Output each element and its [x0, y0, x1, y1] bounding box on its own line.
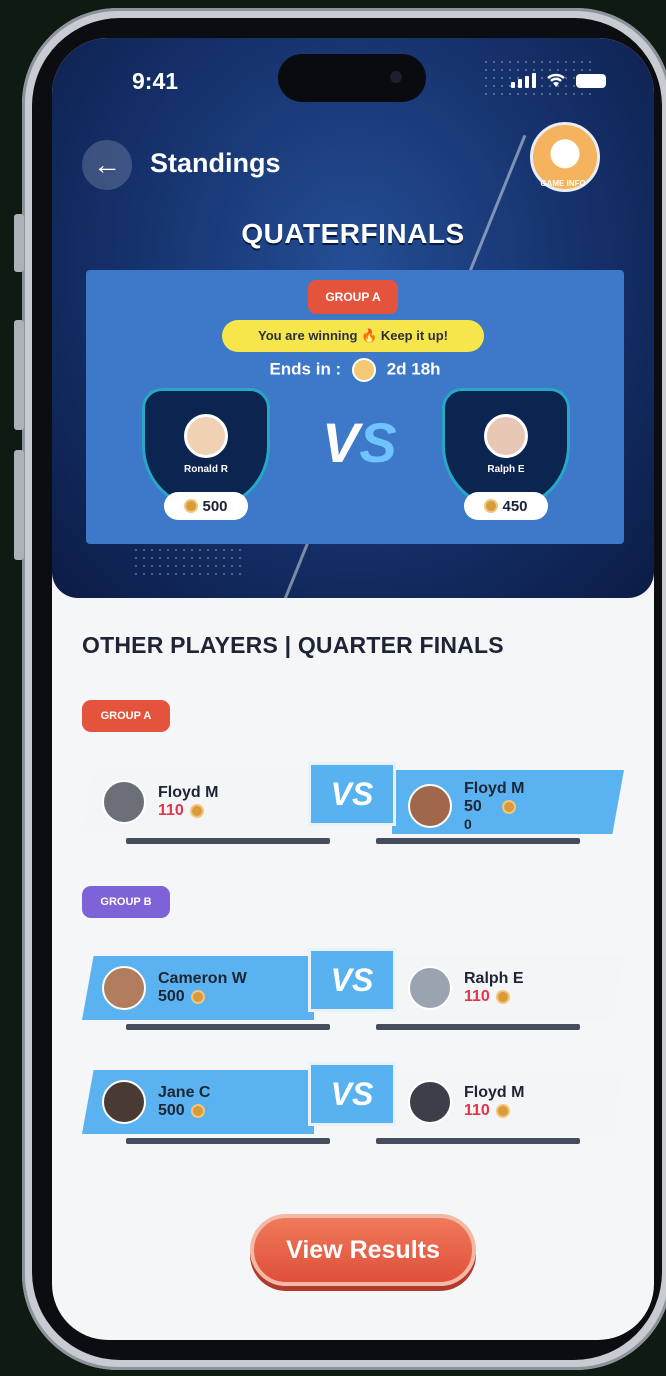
ends-in-label: Ends in :	[269, 359, 342, 379]
battery-icon	[576, 74, 606, 88]
score-value: 50	[464, 798, 482, 815]
avatar	[184, 414, 228, 458]
ends-in-value: 2d 18h	[386, 359, 441, 379]
player1-score-badge	[164, 492, 248, 520]
view-results-button[interactable]: View Results	[250, 1214, 476, 1286]
divider	[376, 838, 580, 844]
score-overflow: 0	[464, 816, 472, 832]
logo-text: GAME INFO	[540, 179, 586, 188]
player-name: Cameron W	[158, 970, 247, 987]
left-player	[102, 966, 247, 1010]
right-player	[408, 966, 524, 1010]
player2-score-badge	[464, 492, 548, 520]
camera-dot	[390, 71, 402, 83]
coin-icon	[496, 990, 510, 1004]
right-player	[408, 1080, 524, 1124]
match-row[interactable]	[82, 1062, 624, 1152]
vs-letter-s: S	[359, 411, 397, 474]
page-title: Standings	[150, 148, 281, 178]
side-button-action	[14, 214, 24, 272]
group-b-badge: GROUP B	[82, 886, 170, 918]
avatar	[408, 784, 452, 828]
score-value: 110	[464, 1102, 490, 1119]
ends-in	[86, 358, 624, 382]
coin-icon	[184, 499, 198, 513]
status-time: 9:41	[132, 68, 179, 94]
player-score	[464, 1102, 524, 1120]
player-name: Floyd M	[464, 1084, 525, 1101]
match-row[interactable]	[82, 948, 624, 1038]
player2-shield[interactable]	[442, 388, 570, 518]
avatar	[408, 1080, 452, 1124]
player-name: Floyd M	[464, 780, 525, 797]
player1-shield[interactable]	[142, 388, 270, 518]
vs-letter-v: V	[322, 411, 360, 474]
divider	[126, 1138, 330, 1144]
player2-name: Ralph E	[487, 464, 525, 475]
section-title: OTHER PLAYERS | QUARTER FINALS	[82, 632, 504, 658]
avatar	[484, 414, 528, 458]
player-score	[464, 798, 524, 816]
coin-icon	[190, 804, 204, 818]
side-button-volume-up	[14, 320, 24, 430]
divider	[376, 1138, 580, 1144]
status-icons	[511, 72, 606, 88]
clock-icon	[352, 358, 376, 382]
status-message: You are winning 🔥 Keep it up!	[222, 320, 484, 352]
divider	[126, 1024, 330, 1030]
back-arrow-icon[interactable]: ←	[82, 140, 132, 190]
signal-icon	[511, 73, 536, 88]
player1-score: 500	[202, 497, 228, 515]
avatar	[102, 966, 146, 1010]
dynamic-island	[278, 54, 426, 102]
avatar	[102, 1080, 146, 1124]
player-score	[158, 988, 247, 1006]
right-player	[408, 780, 524, 832]
vs-emblem	[322, 410, 397, 475]
player-name: Ralph E	[464, 970, 524, 987]
avatar	[408, 966, 452, 1010]
player-name: Floyd M	[158, 784, 219, 801]
avatar	[102, 780, 146, 824]
left-player	[102, 780, 218, 824]
coin-icon	[502, 800, 516, 814]
score-value: 110	[158, 802, 184, 819]
round-title: QUATERFINALS	[241, 218, 465, 249]
side-button-volume-down	[14, 450, 24, 560]
app-screen	[52, 38, 654, 1340]
player-name: Jane C	[158, 1084, 211, 1101]
divider	[376, 1024, 580, 1030]
score-value: 500	[158, 1102, 185, 1119]
player-score	[158, 802, 218, 820]
current-match-card	[86, 270, 624, 544]
player2-score: 450	[502, 497, 528, 515]
group-badge: GROUP A	[308, 280, 398, 314]
match-row[interactable]	[82, 762, 624, 852]
dots-decoration	[132, 538, 242, 578]
coin-icon	[484, 499, 498, 513]
hero-section	[52, 38, 654, 598]
score-value: 500	[158, 988, 185, 1005]
wifi-icon	[546, 72, 566, 88]
score-value: 110	[464, 988, 490, 1005]
group-a-badge: GROUP A	[82, 700, 170, 732]
vs-badge: VS	[308, 1062, 396, 1126]
player-score	[464, 988, 524, 1006]
left-player	[102, 1080, 210, 1124]
player1-name: Ronald R	[184, 464, 228, 475]
coin-icon	[191, 990, 205, 1004]
vs-badge: VS	[308, 948, 396, 1012]
divider	[126, 838, 330, 844]
vs-badge: VS	[308, 762, 396, 826]
coin-icon	[191, 1104, 205, 1118]
coin-icon	[496, 1104, 510, 1118]
player-score	[158, 1102, 210, 1120]
